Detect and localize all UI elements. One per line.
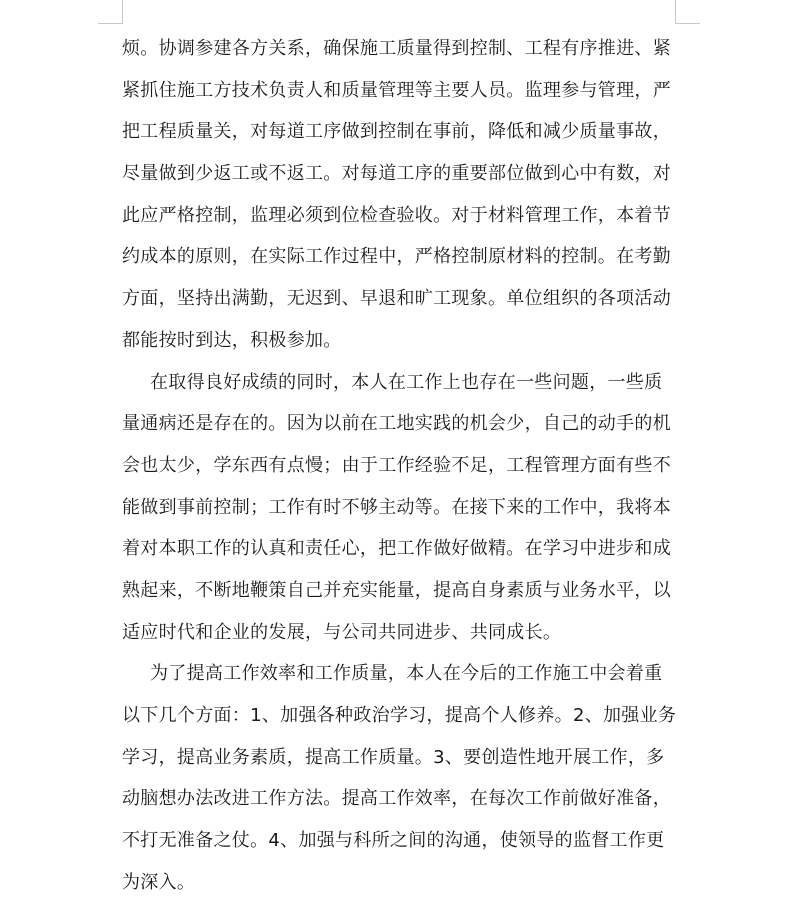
text-line: 为深入。 [122,871,196,893]
paragraph-first-line: 在取得良好成绩的同时，本人在工作上也存在一些问题，一些质 [150,371,663,393]
crop-mark-top-right-horizontal [675,23,700,24]
crop-mark-top-right-vertical [675,0,676,24]
paragraph-first-line: 为了提高工作效率和工作质量，本人在今后的工作施工中会着重 [150,663,663,685]
crop-mark-top-left-vertical [122,0,123,24]
text-line: 约成本的原则，在实际工作过程中，严格控制原材料的控制。在考勤 [122,246,671,268]
text-line: 烦。协调参建各方关系，确保施工质量得到控制、工程有序推进、紧 [122,38,671,59]
text-line: 不打无准备之仗。4、加强与科所之间的沟通，使领导的监督工作更 [122,830,665,852]
text-line: 能做到事前控制；工作有时不够主动等。在接下来的工作中，我将本 [122,496,671,518]
text-line: 此应严格控制，监理必须到位检查验收。对于材料管理工作，本着节 [122,204,671,226]
text-line: 把工程质量关，对每道工序做到控制在事前，降低和减少质量事故， [122,121,671,143]
text-line: 方面，坚持出满勤，无迟到、早退和旷工现象。单位组织的各项活动 [122,288,671,310]
crop-mark-top-left-horizontal [98,23,123,24]
text-line: 会也太少，学东西有点慢；由于工作经验不足，工程管理方面有些不 [122,454,671,476]
text-line: 学习，提高业务素质，提高工作质量。3、要创造性地开展工作，多 [122,746,665,768]
text-line: 着对本职工作的认真和责任心，把工作做好做精。在学习中进步和成 [122,538,671,560]
text-line: 尽量做到少返工或不返工。对每道工序的重要部位做到心中有数，对 [122,163,671,185]
text-line: 紧抓住施工方技术负责人和质量管理等主要人员。监理参与管理，严 [122,79,671,101]
text-line: 以下几个方面：1、加强各种政治学习，提高个人修养。2、加强业务 [122,705,677,726]
text-line: 熟起来，不断地鞭策自己并充实能量，提高自身素质与业务水平，以 [122,579,671,601]
text-line: 量通病还是存在的。因为以前在工地实践的机会少，自己的动手的机 [122,413,671,435]
text-line: 适应时代和企业的发展，与公司共同进步、共同成长。 [122,621,562,643]
text-line: 动脑想办法改进工作方法。提高工作效率，在每次工作前做好准备， [122,788,671,810]
document-body [122,28,682,903]
text-line: 都能按时到达，积极参加。 [122,329,342,351]
